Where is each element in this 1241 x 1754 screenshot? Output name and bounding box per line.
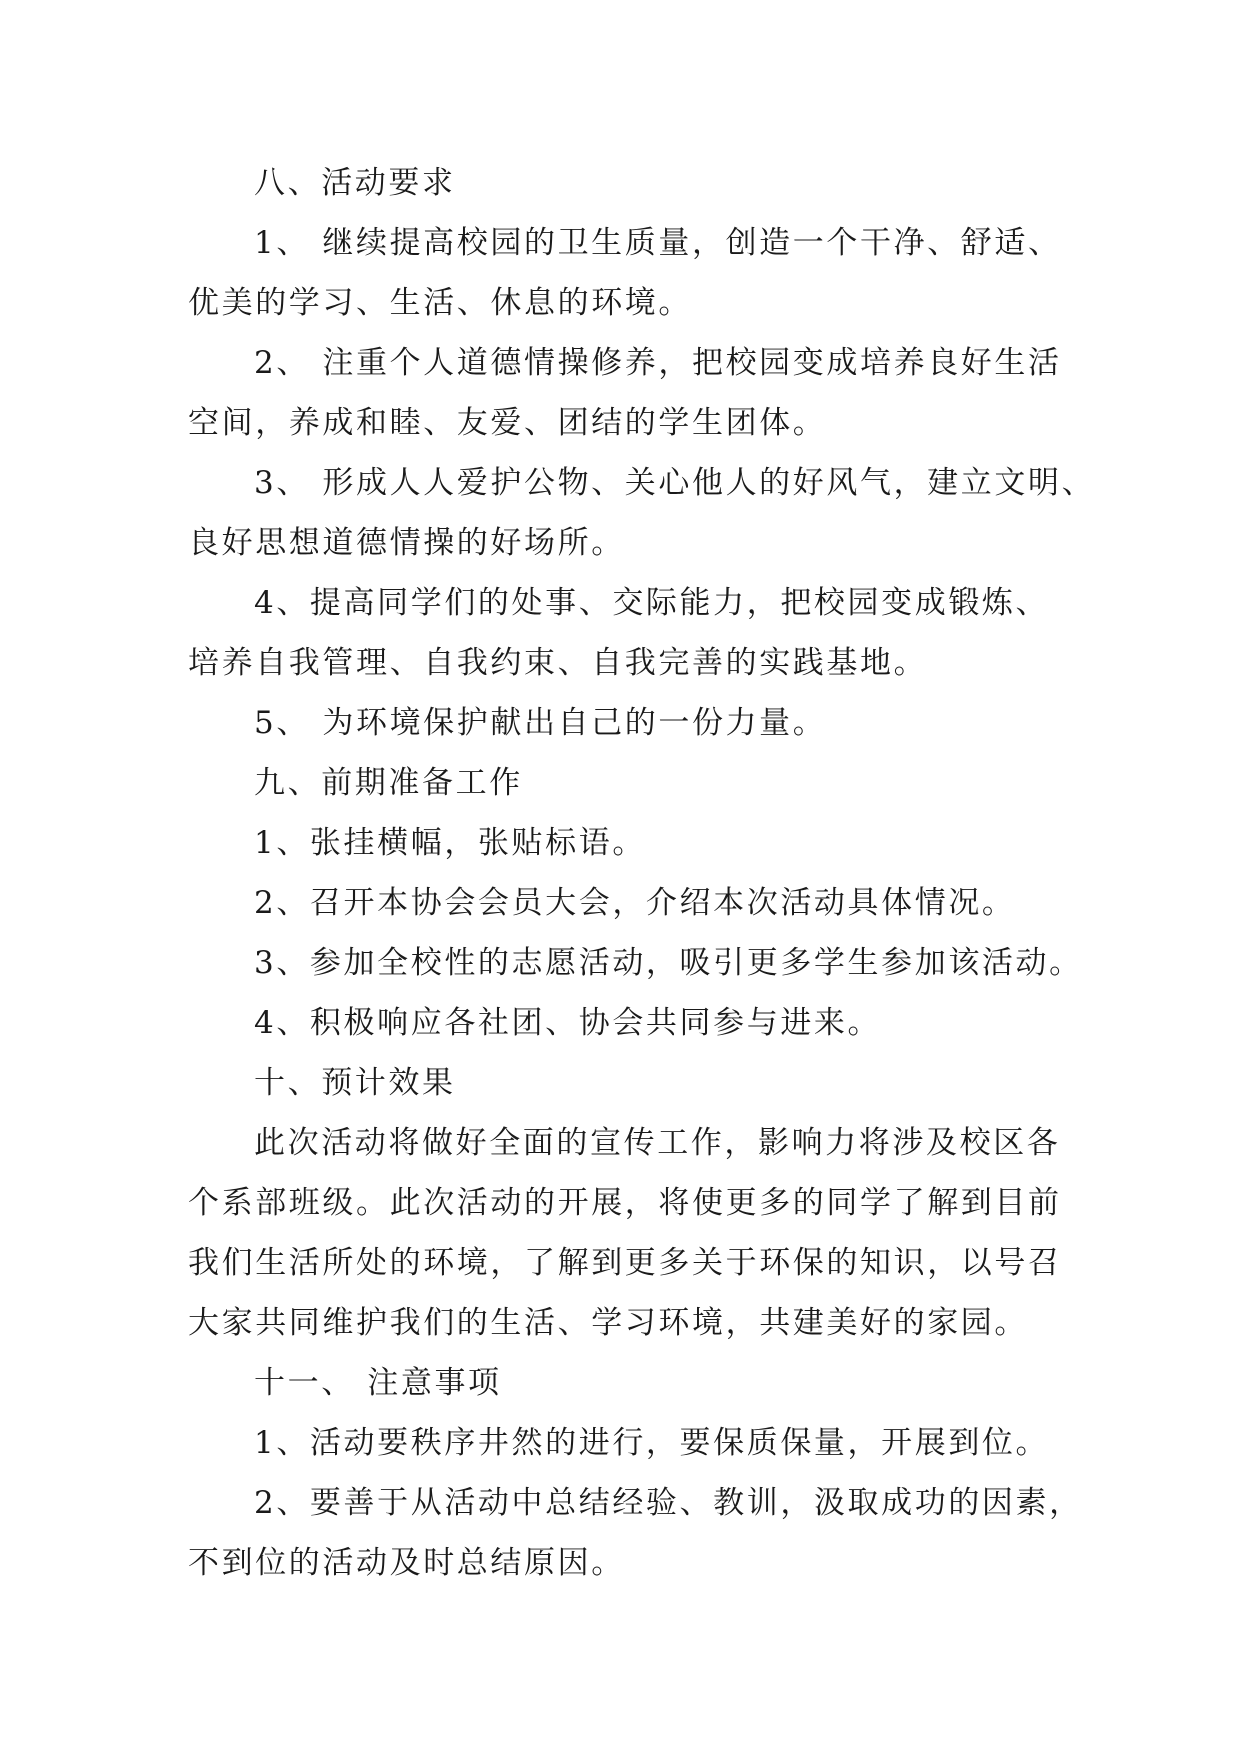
paragraph-line: 2、召开本协会会员大会，介绍本次活动具体情况。 [254, 885, 1016, 921]
paragraph-line: 我们生活所处的环境，了解到更多关于环保的知识，以号召 [188, 1245, 1062, 1281]
paragraph-line: 1、活动要秩序井然的进行，要保质保量，开展到位。 [254, 1425, 1050, 1461]
paragraph-line: 1、张挂横幅，张贴标语。 [254, 825, 646, 861]
paragraph-line: 良好思想道德情操的好场所。 [188, 525, 625, 561]
paragraph-line: 1、 继续提高校园的卫生质量，创造一个干净、舒适、 [254, 225, 1062, 261]
paragraph-line: 空间，养成和睦、友爱、团结的学生团体。 [188, 405, 827, 441]
paragraph-line: 4、积极响应各社团、协会共同参与进来。 [254, 1005, 882, 1041]
paragraph-line: 优美的学习、生活、休息的环境。 [188, 285, 692, 321]
paragraph-line: 此次活动将做好全面的宣传工作，影响力将涉及校区各 [254, 1125, 1061, 1161]
paragraph-line: 2、要善于从活动中总结经验、教训，汲取成功的因素， [254, 1485, 1083, 1521]
paragraph-line: 3、参加全校性的志愿活动，吸引更多学生参加该活动。 [254, 945, 1083, 981]
paragraph-line: 4、提高同学们的处事、交际能力，把校园变成锻炼、 [254, 585, 1050, 621]
paragraph-line: 个系部班级。此次活动的开展，将使更多的同学了解到目前 [188, 1185, 1062, 1221]
paragraph-line: 大家共同维护我们的生活、学习环境，共建美好的家园。 [188, 1305, 1028, 1341]
paragraph-line: 培养自我管理、自我约束、自我完善的实践基地。 [188, 645, 928, 681]
heading-notes: 十一、 注意事项 [254, 1365, 502, 1401]
paragraph-line: 3、 形成人人爱护公物、关心他人的好风气，建立文明、 [254, 465, 1096, 501]
heading-activity-requirements: 八、活动要求 [254, 165, 456, 201]
heading-expected-effect: 十、预计效果 [254, 1065, 456, 1101]
paragraph-line: 2、 注重个人道德情操修养，把校园变成培养良好生活 [254, 345, 1062, 381]
paragraph-line: 5、 为环境保护献出自己的一份力量。 [254, 705, 827, 741]
heading-preparation-work: 九、前期准备工作 [254, 765, 523, 801]
paragraph-line: 不到位的活动及时总结原因。 [188, 1545, 625, 1581]
